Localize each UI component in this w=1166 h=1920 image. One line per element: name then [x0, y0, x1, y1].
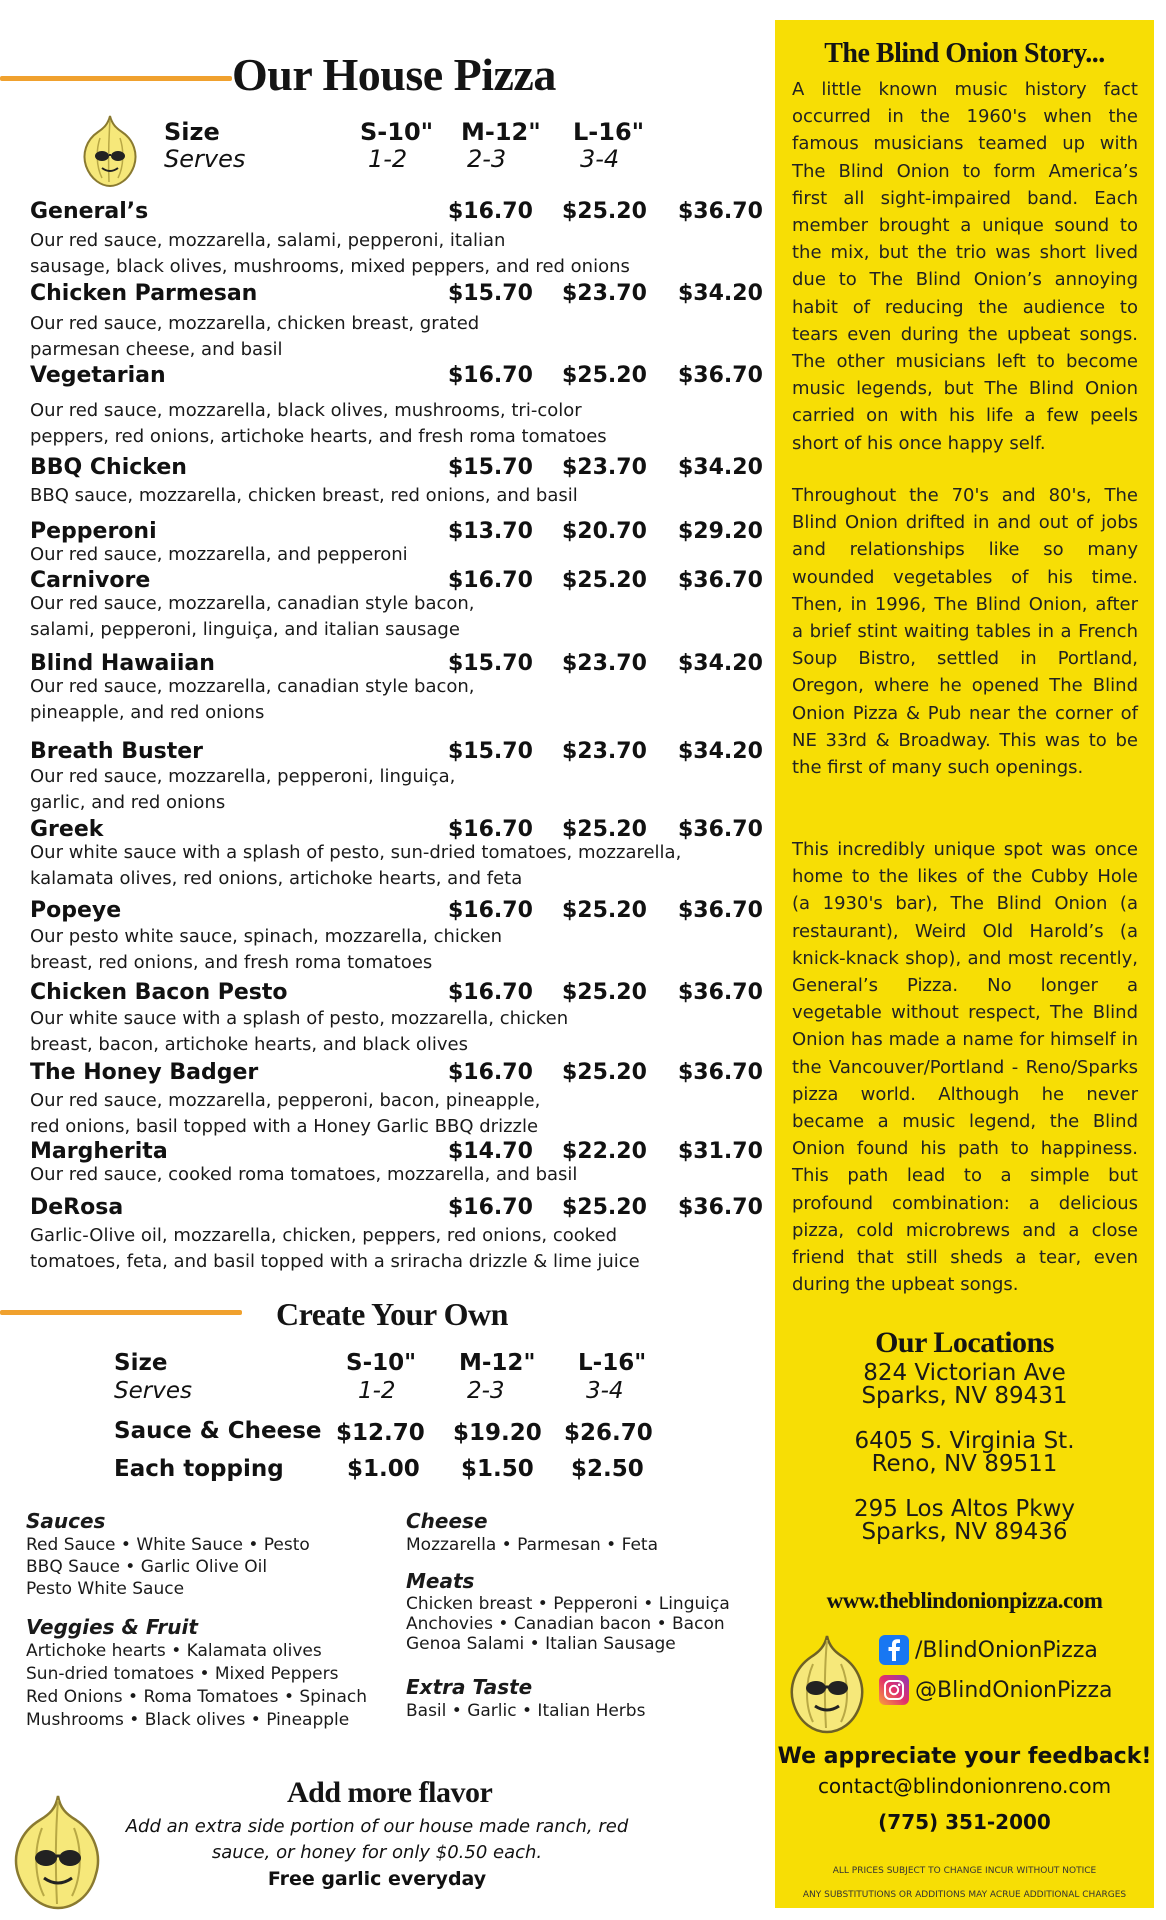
- pizza-description: [30, 398, 730, 450]
- veggies-line: Artichoke hearts • Kalamata olives: [26, 1641, 322, 1661]
- topping-price-small: $1.00: [347, 1456, 420, 1482]
- pizza-description: [30, 840, 730, 892]
- pizza-price-small: $16.70: [448, 1060, 533, 1085]
- pizza-description: [30, 483, 730, 509]
- sauce-cheese-price-small: $12.70: [336, 1420, 425, 1446]
- title-rule-house: [0, 76, 232, 81]
- pizza-description-line: Our red sauce, mozzarella, canadian style bacon,: [30, 676, 475, 697]
- pizza-description: [30, 311, 730, 363]
- pizza-description-line: Our red sauce, mozzarella, pepperoni, bacon, pineapple,: [30, 1090, 541, 1111]
- cheese-list: [406, 1508, 658, 1556]
- pizza-description-line: Our pesto white sauce, spinach, mozzarella, chicken: [30, 926, 503, 947]
- house-pizza-title: Our House Pizza: [232, 49, 556, 100]
- pizza-price-small: $16.70: [448, 817, 533, 842]
- facebook-handle: /BlindOnionPizza: [915, 1637, 1098, 1663]
- story-sidebar: [775, 20, 1154, 1908]
- pizza-name: The Honey Badger: [30, 1060, 259, 1085]
- pizza-description-line: sausage, black olives, mushrooms, mixed peppers, and red onions: [30, 256, 630, 277]
- pizza-price-small: $16.70: [448, 568, 533, 593]
- create-serves-medium: 2-3: [467, 1378, 505, 1404]
- pizza-name: Vegetarian: [30, 363, 166, 388]
- pizza-price-small: $16.70: [448, 898, 533, 923]
- pizza-description: [30, 924, 730, 976]
- meats-list: [406, 1568, 730, 1654]
- house-serves-medium: 2-3: [467, 145, 507, 173]
- pizza-description: [30, 1223, 730, 1275]
- instagram-icon: [879, 1675, 909, 1705]
- feedback-heading: We appreciate your feedback!: [777, 1744, 1152, 1769]
- pizza-description-line: Our red sauce, mozzarella, black olives, mushrooms, tri-color: [30, 400, 582, 421]
- veggies-line: Red Onions • Roma Tomatoes • Spinach: [26, 1687, 367, 1707]
- pizza-price-medium: $25.20: [562, 980, 647, 1005]
- sauces-line: Pesto White Sauce: [26, 1579, 185, 1599]
- story-paragraph: A little known music history fact occurred in the 1960's when the famous musicians teamed up with The Blind Onion to form America’s first all sight-impaired band. Each member brought a unique sound to the mix, but the trio was short lived due to The Blind Onion’s annoying habit of reducing the audience to tears even during the upbeat songs. The other musicians left to become music legends, but The Blind Onion carried on with his life a few peels short of his once happy self.: [792, 79, 1138, 454]
- pizza-price-medium: $25.20: [562, 199, 647, 224]
- create-size-large: L-16": [578, 1350, 647, 1376]
- pizza-price-medium: $20.70: [562, 519, 647, 544]
- pizza-description-line: parmesan cheese, and basil: [30, 339, 283, 360]
- pizza-name: Chicken Bacon Pesto: [30, 980, 288, 1005]
- pizza-price-large: $34.20: [678, 455, 763, 480]
- pizza-price-medium: $23.70: [562, 281, 647, 306]
- pizza-description-line: peppers, red onions, artichoke hearts, and fresh roma tomatoes: [30, 426, 607, 447]
- pizza-description: [30, 591, 730, 643]
- location-street: 295 Los Altos Pkwy: [853, 1496, 1076, 1522]
- topping-price-large: $2.50: [571, 1456, 644, 1482]
- pizza-price-medium: $25.20: [562, 817, 647, 842]
- pizza-name: Popeye: [30, 898, 122, 923]
- meats-line: Anchovies • Canadian bacon • Bacon: [406, 1614, 725, 1634]
- cheese-title: Cheese: [406, 1509, 488, 1533]
- pizza-price-medium: $25.20: [562, 1060, 647, 1085]
- house-size-large: L-16": [573, 118, 645, 146]
- pizza-price-medium: $23.70: [562, 455, 647, 480]
- title-rule-create: [0, 1310, 242, 1315]
- story-paragraph: This incredibly unique spot was once home to the likes of the Cubby Hole (a 1930's bar), The Blind Onion (a restaurant), Weird Old Harold’s (a knick-knack shop), and most recently, General’s Pizza. No longer a vegetable without respect, The Blind Onion has made a name for himself in the Vancouver/Portland - Reno/Sparks pizza world. Although he never became a music legend, the Blind Onion found his path to happiness. This path lead to a simple but profound combination: a delicious pizza, cold microbrews and a close friend that still sheds a tear, even during the upbeat songs.: [792, 839, 1138, 1296]
- pizza-description-line: kalamata olives, red onions, artichoke hearts, and feta: [30, 868, 523, 889]
- pizza-description-line: Our white sauce with a splash of pesto, mozzarella, chicken: [30, 1008, 569, 1029]
- pizza-price-small: $16.70: [448, 199, 533, 224]
- topping-price-medium: $1.50: [461, 1456, 534, 1482]
- pizza-description-line: Our red sauce, mozzarella, and pepperoni: [30, 544, 408, 565]
- create-serves-small: 1-2: [358, 1378, 396, 1404]
- website-link[interactable]: www.theblindonionpizza.com: [826, 1588, 1103, 1613]
- pizza-price-large: $36.70: [678, 363, 763, 388]
- meats-title: Meats: [406, 1569, 475, 1593]
- pizza-description-line: tomatoes, feta, and basil topped with a sriracha drizzle & lime juice: [30, 1251, 640, 1272]
- sauce-cheese-label: Sauce & Cheese: [114, 1418, 322, 1444]
- pizza-name: Blind Hawaiian: [30, 651, 215, 676]
- pizza-price-small: $16.70: [448, 363, 533, 388]
- pizza-price-large: $36.70: [678, 898, 763, 923]
- pizza-description-line: garlic, and red onions: [30, 792, 226, 813]
- location-address: [775, 1430, 1154, 1476]
- house-size-small: S-10": [360, 118, 434, 146]
- pizza-price-large: $34.20: [678, 651, 763, 676]
- free-garlic-text: Free garlic everyday: [267, 1868, 487, 1890]
- create-serves-label: Serves: [114, 1378, 192, 1404]
- pizza-description: [30, 1162, 730, 1188]
- pizza-price-medium: $23.70: [562, 739, 647, 764]
- sauces-line: Red Sauce • White Sauce • Pesto: [26, 1535, 310, 1555]
- pizza-price-large: $34.20: [678, 281, 763, 306]
- pizza-description-line: salami, pepperoni, linguiça, and italian sausage: [30, 619, 460, 640]
- pizza-price-large: $36.70: [678, 568, 763, 593]
- story-paragraph: Throughout the 70's and 80's, The Blind Onion drifted in and out of jobs and relationships like so many wounded vegetables of his time. Then, in 1996, The Blind Onion, after a brief stint waiting tables in a French Soup Bistro, settled in Portland, Oregon, where he opened The Blind Onion Pizza & Pub near the corner of NE 33rd & Broadway. This was to be the first of many such openings.: [792, 485, 1138, 779]
- pizza-description-line: Garlic-Olive oil, mozzarella, chicken, peppers, red onions, cooked: [30, 1225, 618, 1246]
- locations-title: Our Locations: [875, 1326, 1054, 1359]
- location-street: 824 Victorian Ave: [863, 1360, 1066, 1386]
- pizza-price-small: $14.70: [448, 1139, 533, 1164]
- pizza-description-line: Our red sauce, mozzarella, salami, pepperoni, italian: [30, 230, 506, 251]
- house-size-label: Size: [164, 118, 220, 146]
- fine-print: ALL PRICES SUBJECT TO CHANGE INCUR WITHOUT NOTICE: [832, 1866, 1097, 1876]
- pizza-description-line: Our red sauce, cooked roma tomatoes, mozzarella, and basil: [30, 1164, 578, 1185]
- onion-mascot-icon: [8, 1792, 104, 1912]
- pizza-price-small: $13.70: [448, 519, 533, 544]
- pizza-price-large: $36.70: [678, 817, 763, 842]
- sauces-list: [26, 1508, 310, 1600]
- add-more-flavor-text: Add an extra side portion of our house made ranch, red sauce, or honey for only $0.50 each.: [125, 1816, 629, 1863]
- contact-phone[interactable]: (775) 351-2000: [878, 1810, 1051, 1834]
- create-size-small: S-10": [346, 1350, 417, 1376]
- pizza-price-medium: $25.20: [562, 568, 647, 593]
- pizza-description-line: Our red sauce, mozzarella, chicken breast, grated: [30, 313, 480, 334]
- create-serves-large: 3-4: [586, 1378, 624, 1404]
- pizza-description-line: Our red sauce, mozzarella, pepperoni, linguiça,: [30, 766, 456, 787]
- pizza-price-medium: $22.20: [562, 1139, 647, 1164]
- meats-line: Genoa Salami • Italian Sausage: [406, 1634, 676, 1654]
- pizza-name: Carnivore: [30, 568, 151, 593]
- pizza-description-line: breast, red onions, and fresh roma tomatoes: [30, 952, 433, 973]
- pizza-description: [30, 764, 730, 816]
- pizza-name: Chicken Parmesan: [30, 281, 258, 306]
- pizza-price-large: $29.20: [678, 519, 763, 544]
- pizza-price-small: $15.70: [448, 281, 533, 306]
- location-city: Sparks, NV 89431: [861, 1383, 1068, 1409]
- pizza-price-small: $15.70: [448, 651, 533, 676]
- pizza-description: [30, 1006, 730, 1058]
- pizza-description-line: breast, bacon, artichoke hearts, and black olives: [30, 1034, 469, 1055]
- pizza-price-medium: $25.20: [562, 1195, 647, 1220]
- add-more-flavor-title: Add more flavor: [287, 1776, 493, 1809]
- pizza-description: [30, 674, 730, 726]
- pizza-name: Breath Buster: [30, 739, 204, 764]
- pizza-description-line: BBQ sauce, mozzarella, chicken breast, red onions, and basil: [30, 485, 578, 506]
- pizza-price-small: $16.70: [448, 1195, 533, 1220]
- location-city: Reno, NV 89511: [871, 1451, 1058, 1477]
- sauces-line: BBQ Sauce • Garlic Olive Oil: [26, 1557, 268, 1577]
- location-address: [775, 1498, 1154, 1544]
- sauces-title: Sauces: [26, 1509, 106, 1533]
- pizza-price-medium: $25.20: [562, 898, 647, 923]
- create-size-label: Size: [114, 1350, 168, 1376]
- house-serves-large: 3-4: [580, 145, 620, 173]
- onion-mascot-icon: [783, 1632, 871, 1736]
- pizza-description: [30, 228, 730, 280]
- pizza-description-line: Our white sauce with a splash of pesto, sun-dried tomatoes, mozzarella,: [30, 842, 682, 863]
- pizza-description-line: Our red sauce, mozzarella, canadian style bacon,: [30, 593, 475, 614]
- pizza-price-large: $31.70: [678, 1139, 763, 1164]
- sauce-cheese-price-medium: $19.20: [453, 1420, 542, 1446]
- pizza-name: Greek: [30, 817, 104, 842]
- extra-taste-list: [406, 1674, 645, 1722]
- pizza-price-medium: $25.20: [562, 363, 647, 388]
- cheese-line: Mozzarella • Parmesan • Feta: [406, 1535, 658, 1555]
- house-size-medium: M-12": [461, 118, 541, 146]
- veggies-line: Mushrooms • Black olives • Pineapple: [26, 1710, 350, 1730]
- facebook-icon: [879, 1635, 909, 1665]
- pizza-price-medium: $23.70: [562, 651, 647, 676]
- house-serves-label: Serves: [164, 145, 246, 173]
- fine-print: ANY SUBSTITUTIONS OR ADDITIONS MAY ACRUE ADDITIONAL CHARGES: [802, 1890, 1127, 1900]
- extra-taste-line: Basil • Garlic • Italian Herbs: [406, 1701, 646, 1721]
- onion-mascot-icon: [78, 114, 142, 188]
- facebook-link[interactable]: [879, 1634, 1098, 1666]
- pizza-description-line: red onions, basil topped with a Honey Garlic BBQ drizzle: [30, 1116, 539, 1137]
- pizza-name: General’s: [30, 199, 149, 224]
- pizza-price-large: $34.20: [678, 739, 763, 764]
- instagram-link[interactable]: [879, 1674, 1112, 1706]
- meats-line: Chicken breast • Pepperoni • Linguiça: [406, 1594, 730, 1614]
- location-street: 6405 S. Virginia St.: [854, 1428, 1075, 1454]
- location-address: [775, 1362, 1154, 1408]
- pizza-description-line: pineapple, and red onions: [30, 702, 265, 723]
- pizza-price-small: $15.70: [448, 739, 533, 764]
- pizza-description: [30, 1088, 730, 1140]
- veggies-title: Veggies & Fruit: [26, 1615, 198, 1639]
- pizza-price-small: $16.70: [448, 980, 533, 1005]
- pizza-price-large: $36.70: [678, 199, 763, 224]
- pizza-name: BBQ Chicken: [30, 455, 187, 480]
- veggies-line: Sun-dried tomatoes • Mixed Peppers: [26, 1664, 339, 1684]
- create-your-own-title: Create Your Own: [276, 1296, 508, 1332]
- veggies-list: [26, 1614, 367, 1732]
- pizza-name: Margherita: [30, 1139, 168, 1164]
- topping-label: Each topping: [114, 1456, 284, 1482]
- pizza-price-large: $36.70: [678, 1060, 763, 1085]
- pizza-price-large: $36.70: [678, 1195, 763, 1220]
- instagram-handle: @BlindOnionPizza: [915, 1677, 1113, 1703]
- create-size-medium: M-12": [459, 1350, 536, 1376]
- pizza-name: DeRosa: [30, 1195, 124, 1220]
- story-title: The Blind Onion Story...: [824, 38, 1105, 69]
- sauce-cheese-price-large: $26.70: [564, 1420, 653, 1446]
- pizza-price-large: $36.70: [678, 980, 763, 1005]
- pizza-price-small: $15.70: [448, 455, 533, 480]
- contact-email[interactable]: contact@blindonionreno.com: [817, 1774, 1112, 1798]
- pizza-description: [30, 542, 730, 568]
- pizza-name: Pepperoni: [30, 519, 157, 544]
- extra-taste-title: Extra Taste: [406, 1675, 533, 1699]
- location-city: Sparks, NV 89436: [861, 1519, 1068, 1545]
- house-serves-small: 1-2: [368, 145, 408, 173]
